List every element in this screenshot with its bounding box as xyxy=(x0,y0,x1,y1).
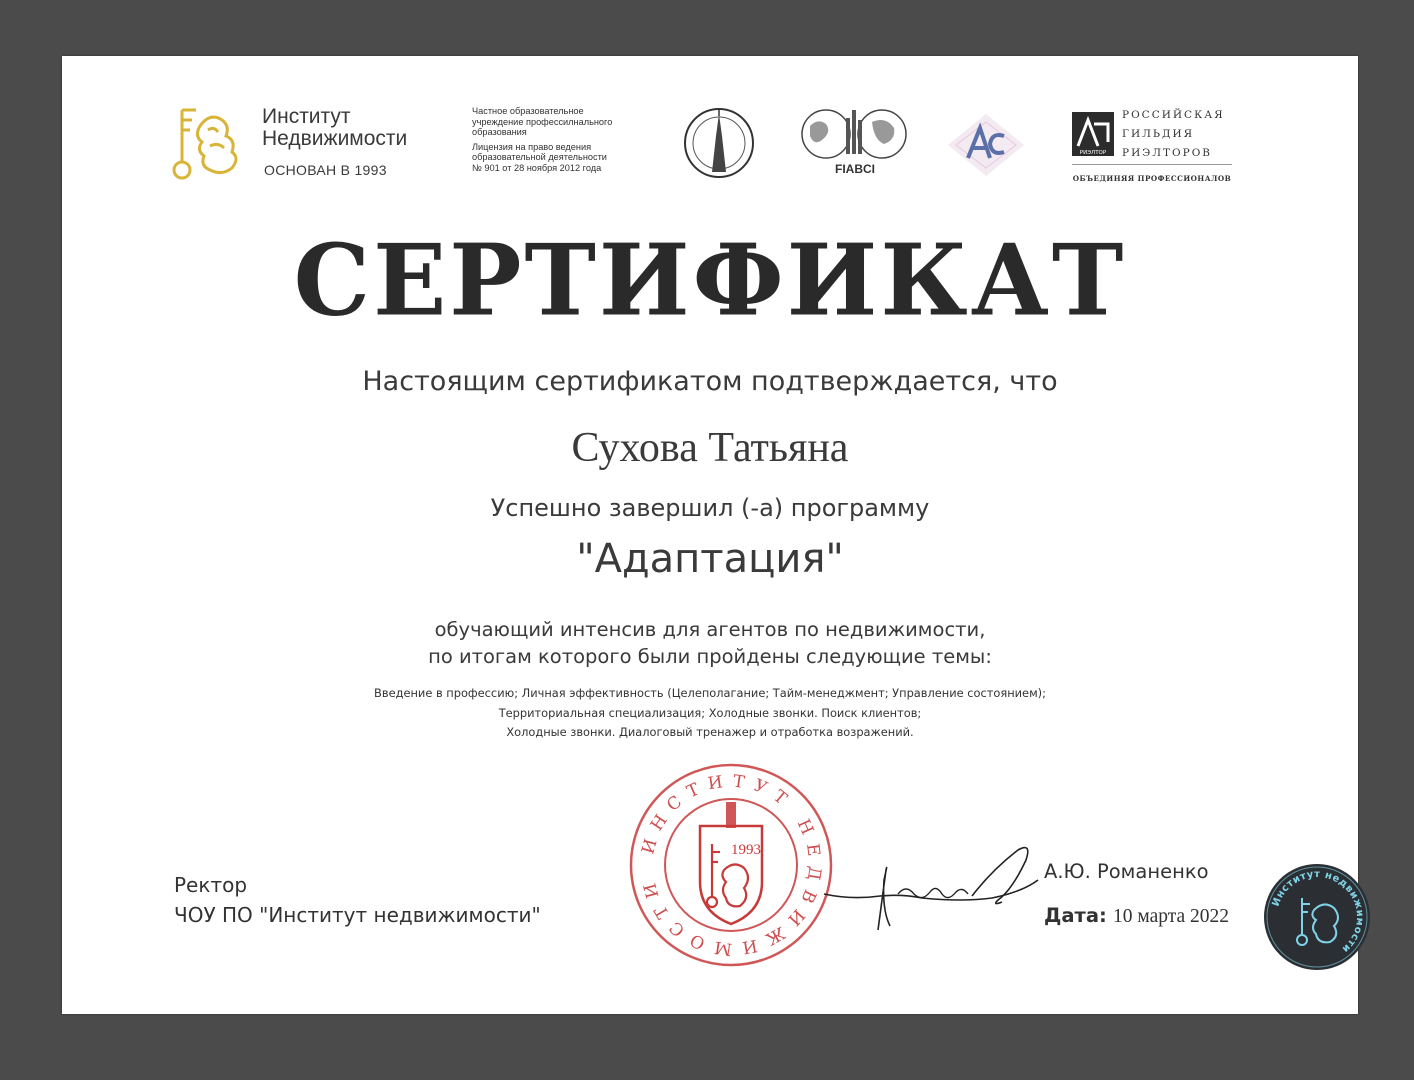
certificate-title: СЕРТИФИКАТ xyxy=(293,222,1127,339)
rgr-divider xyxy=(1072,164,1232,165)
seal-year: 1993 xyxy=(731,842,761,858)
rgr-line: РИЭЛТОРОВ xyxy=(1122,147,1213,159)
arc-diamond-logo xyxy=(946,112,1026,178)
topics-list xyxy=(62,684,1358,743)
institute-key-lion-logo xyxy=(170,106,242,182)
badge-text: Институт недвижимости xyxy=(1270,868,1366,955)
intensive-description xyxy=(62,616,1358,670)
date-label: Дата: xyxy=(1044,904,1107,927)
legal-line: Лицензия на право ведения xyxy=(472,141,592,152)
institute-round-badge xyxy=(1262,862,1372,972)
legal-line: образовательной деятельности xyxy=(472,152,607,162)
confirmation-line: Настоящим сертификатом подтверждается, что xyxy=(362,366,1058,397)
fiabci-label: FIABCI xyxy=(835,162,875,176)
institute-founded: ОСНОВАН В 1993 xyxy=(264,162,387,178)
legal-line: № 901 от 28 ноября 2012 года xyxy=(472,162,602,173)
legal-line: образования xyxy=(472,127,527,137)
intensive-line: обучающий интенсив для агентов по недвижимости, xyxy=(434,618,986,641)
topics-line: Введение в профессию; Личная эффективность (Целеполагание; Тайм-менеджмент; Управление состоянием); xyxy=(374,686,1046,700)
issue-date xyxy=(1044,904,1229,928)
legal-line: Частное образовательное xyxy=(472,106,584,116)
certificate-sheet xyxy=(62,56,1358,1014)
topics-line: Холодные звонки. Диалоговый тренажер и отработка возражений. xyxy=(506,725,914,739)
intensive-line: по итогам которого были пройдены следующие темы: xyxy=(428,645,992,668)
institute-seal-stamp xyxy=(628,762,834,968)
rgr-badge-text: РИЭЛТОР xyxy=(1079,150,1107,156)
completion-line: Успешно завершил (-а) программу xyxy=(490,494,930,522)
rgr-guild-name xyxy=(1122,106,1225,163)
rgr-line: ГИЛЬДИЯ xyxy=(1122,128,1195,140)
recipient-name: Сухова Татьяна xyxy=(571,425,849,471)
rgr-subtitle: ОБЪЕДИНЯЯ ПРОФЕССИОНАЛОВ xyxy=(1072,174,1232,183)
date-value: 10 марта 2022 xyxy=(1113,906,1230,927)
topics-line: Территориальная специализация; Холодные звонки. Поиск клиентов; xyxy=(498,705,922,720)
institute-legal-info xyxy=(472,106,672,173)
rector-block xyxy=(174,870,541,930)
seal-ring-text: ИНСТИТУТ НЕДВИЖИМОСТИ xyxy=(638,771,825,959)
academy-tower-logo xyxy=(682,106,756,180)
rector-organization: ЧОУ ПО "Институт недвижимости" xyxy=(174,903,541,927)
rgr-guild-logo xyxy=(1072,112,1114,156)
rgr-line: РОССИЙСКАЯ xyxy=(1122,109,1225,121)
institute-name: Институт Недвижимости xyxy=(262,105,408,150)
legal-line: учреждение профессилнального xyxy=(472,116,613,127)
rector-signature xyxy=(822,840,1042,940)
program-name: "Адаптация" xyxy=(576,536,844,582)
rector-title: Ректор xyxy=(174,873,248,897)
signer-name: А.Ю. Романенко xyxy=(1044,860,1209,883)
